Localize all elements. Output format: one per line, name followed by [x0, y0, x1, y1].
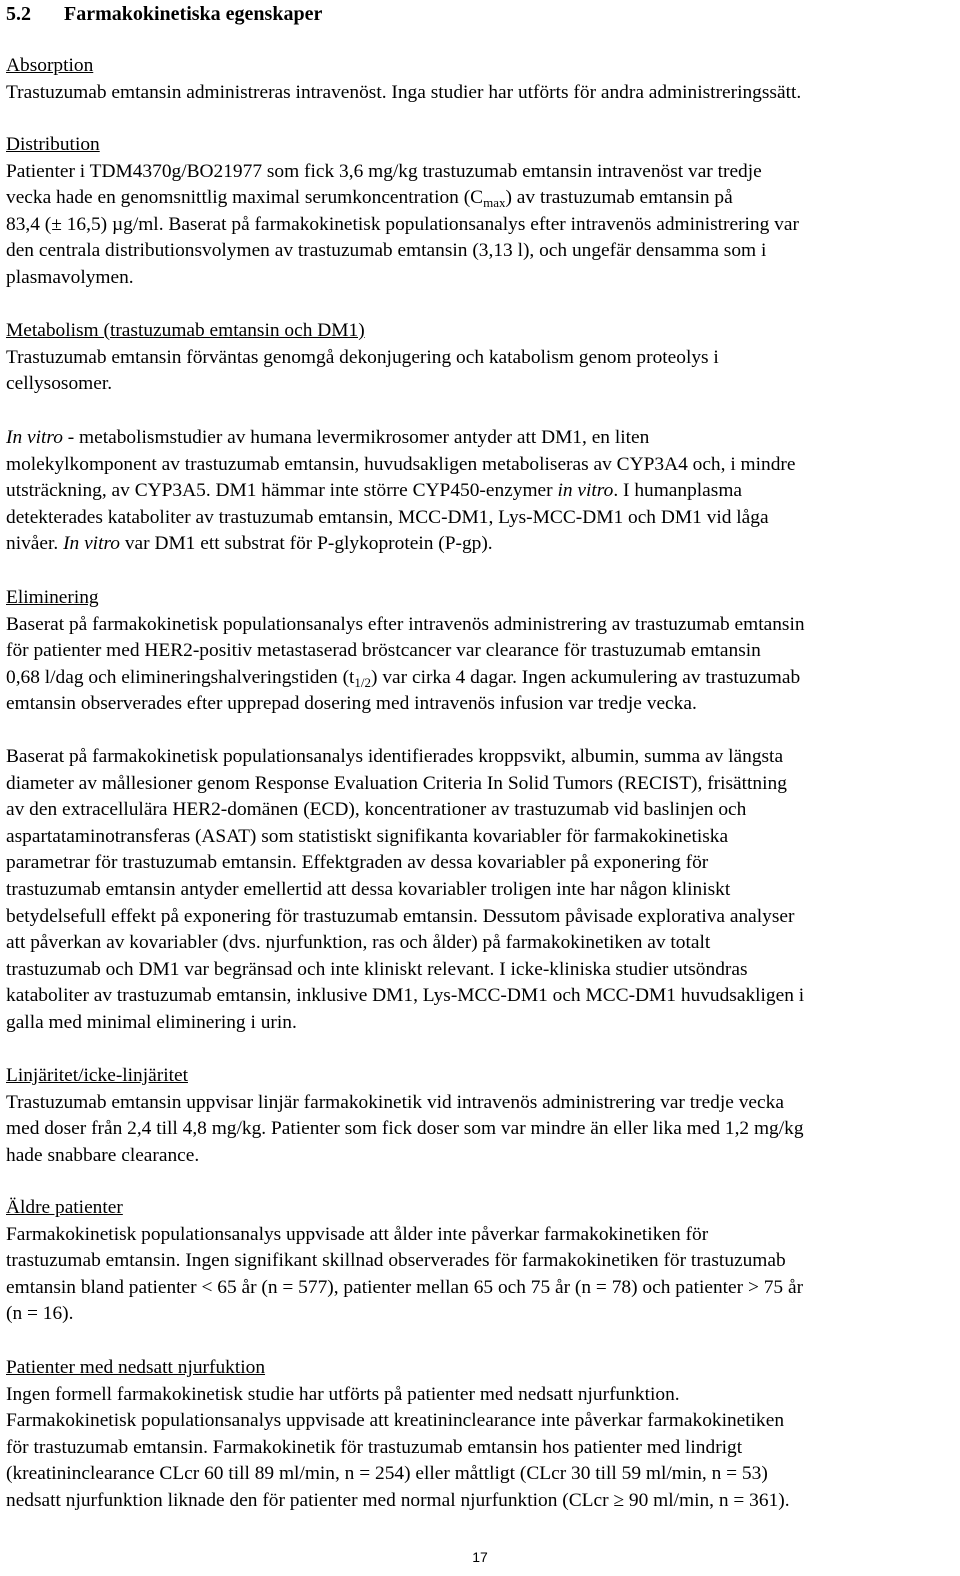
elderly-line: emtansin bland patienter < 65 år (n = 577), patienter mellan 65 och 75 år (n = 78) och patienter > 75 år [6, 1276, 804, 1298]
elimination-line: Baserat på farmakokinetisk populationsanalys efter intravenös administrering av trastuzumab emtansin [6, 613, 805, 635]
distribution-line: den centrala distributionsvolymen av trastuzumab emtansin (3,13 l), och ungefär densamma som i [6, 240, 767, 262]
section-heading [6, 1, 322, 27]
elderly-line: trastuzumab emtansin. Ingen signifikant skillnad observerades för farmakokinetiken för trastuzumab [6, 1250, 786, 1272]
covariates-line: trastuzumab emtansin antyder emellertid att dessa kovariabler troligen inte har någon kliniskt [6, 878, 731, 900]
elimination-line: emtansin observerades efter upprepad dosering med intravenös infusion var tredje vecka. [6, 693, 697, 715]
distribution-section [6, 132, 954, 292]
invitro-paragraph [6, 425, 954, 558]
page-number: 17 [472, 1549, 488, 1565]
covariates-line: galla med minimal eliminering i urin. [6, 1011, 297, 1033]
absorption-heading: Absorption [6, 55, 94, 76]
renal-heading: Patienter med nedsatt njurfuktion [6, 1357, 266, 1378]
absorption-text: Trastuzumab emtansin administreras intravenöst. Inga studier har utförts för andra administreringssätt. [6, 81, 802, 103]
section-title: Farmakokinetiska egenskaper [64, 3, 323, 25]
absorption-section [6, 53, 954, 106]
renal-line: för trastuzumab emtansin. Farmakokinetik för trastuzumab emtansin hos patienter med lindrigt [6, 1436, 743, 1458]
distribution-line: plasmavolymen. [6, 266, 134, 288]
elderly-heading: Äldre patienter [6, 1197, 123, 1218]
linearity-section [6, 1063, 954, 1169]
invitro-line: In vitro - metabolismstudier av humana levermikrosomer antyder att DM1, en liten [6, 427, 650, 448]
covariates-line: parametrar för trastuzumab emtansin. Effektgraden av dessa kovariabler på exponering för [6, 852, 709, 874]
metabolism-line: Trastuzumab emtansin förväntas genomgå dekonjugering och katabolism genom proteolys i [6, 346, 719, 368]
covariates-line: kataboliter av trastuzumab emtansin, inklusive DM1, Lys-MCC-DM1 och MCC-DM1 huvudsakligen i [6, 985, 805, 1007]
section-number: 5.2 [6, 3, 31, 25]
distribution-line: 83,4 (± 16,5) µg/ml. Baserat på farmakokinetisk populationsanalys efter intravenös administrering var [6, 213, 799, 235]
distribution-line: vecka hade en genomsnittlig maximal serumkoncentration $(C_{max})$ av trastuzumab emtansin på [6, 187, 733, 211]
covariates-line: av den extracellulära HER2-domänen (ECD), koncentrationer av trastuzumab vid baslinjen och [6, 799, 747, 821]
renal-line: Farmakokinetisk populationsanalys uppvisade att kreatininclearance inte påverkar farmakokinetiken [6, 1410, 785, 1432]
invitro-line: utsträckning, av CYP3A5. DM1 hämmar inte större CYP450-enzymer in vitro. I humanplasma [6, 480, 743, 502]
metabolism-heading: Metabolism (trastuzumab emtansin och DM1) [6, 320, 365, 341]
distribution-heading: Distribution [6, 134, 100, 155]
metabolism-section [6, 318, 954, 398]
covariates-line: diameter av mållesioner genom Response Evaluation Criteria In Solid Tumors (RECIST), frisättning [6, 772, 787, 794]
elimination-line: för patienter med HER2-positiv metastaserad bröstcancer var clearance för trastuzumab emtansin [6, 640, 761, 662]
elimination-heading: Eliminering [6, 587, 99, 608]
elderly-section [6, 1195, 954, 1328]
covariates-line: aspartataminotransferas (ASAT) som statistiskt signifikanta kovariabler för farmakokinetiska [6, 825, 729, 847]
covariates-paragraph [6, 744, 954, 1037]
linearity-heading: Linjäritet/icke-linjäritet [6, 1065, 188, 1086]
linearity-line: hade snabbare clearance. [6, 1144, 200, 1166]
covariates-line: trastuzumab och DM1 var begränsad och inte kliniskt relevant. I icke-kliniska studier utsöndras [6, 958, 748, 980]
renal-line: (kreatininclearance CLcr 60 till 89 ml/min, n = 254) eller måttligt (CLcr 30 till 59 ml/min, n = 53) [6, 1463, 768, 1485]
invitro-line: nivåer. In vitro var DM1 ett substrat för P-glykoprotein (P-gp). [6, 533, 493, 555]
invitro-line: detekterades kataboliter av trastuzumab emtansin, MCC-DM1, Lys-MCC-DM1 och DM1 vid låga [6, 506, 769, 528]
elderly-line: (n = 16). [6, 1303, 74, 1325]
linearity-line: med doser från 2,4 till 4,8 mg/kg. Patienter som fick doser som var mindre än eller lika med 1,2 mg/kg [6, 1118, 804, 1140]
renal-line: nedsatt njurfunktion liknade den för patienter med normal njurfunktion (CLcr ≥ 90 ml/min, n = 361). [6, 1489, 790, 1511]
renal-section [6, 1355, 954, 1515]
invitro-line: molekylkomponent av trastuzumab emtansin, huvudsakligen metaboliseras av CYP3A4 och, i mindre [6, 453, 796, 475]
distribution-line: Patienter i TDM4370g/BO21977 som fick 3,6 mg/kg trastuzumab emtansin intravenöst var tredje [6, 160, 762, 182]
linearity-line: Trastuzumab emtansin uppvisar linjär farmakokinetik vid intravenös administrering var tredje vecka [6, 1091, 784, 1113]
elimination-line: 0,68 l/dag och elimineringshalveringstiden $(t_{1/2})$ var cirka 4 dagar. Ingen ackumulering av trastuzumab [6, 666, 801, 690]
elimination-section [6, 585, 954, 718]
covariates-line: betydelsefull effekt på exponering för trastuzumab emtansin. Dessutom påvisade explorativa analyser [6, 905, 795, 927]
covariates-line: att påverkan av kovariabler (dvs. njurfunktion, ras och ålder) på farmakokinetiken av totalt [6, 932, 711, 954]
metabolism-line: cellysosomer. [6, 373, 113, 395]
covariates-line: Baserat på farmakokinetisk populationsanalys identifierades kroppsvikt, albumin, summa av längsta [6, 746, 784, 767]
elderly-line: Farmakokinetisk populationsanalys uppvisade att ålder inte påverkar farmakokinetiken för [6, 1223, 709, 1245]
renal-line: Ingen formell farmakokinetisk studie har utförts på patienter med nedsatt njurfunktion. [6, 1383, 680, 1405]
